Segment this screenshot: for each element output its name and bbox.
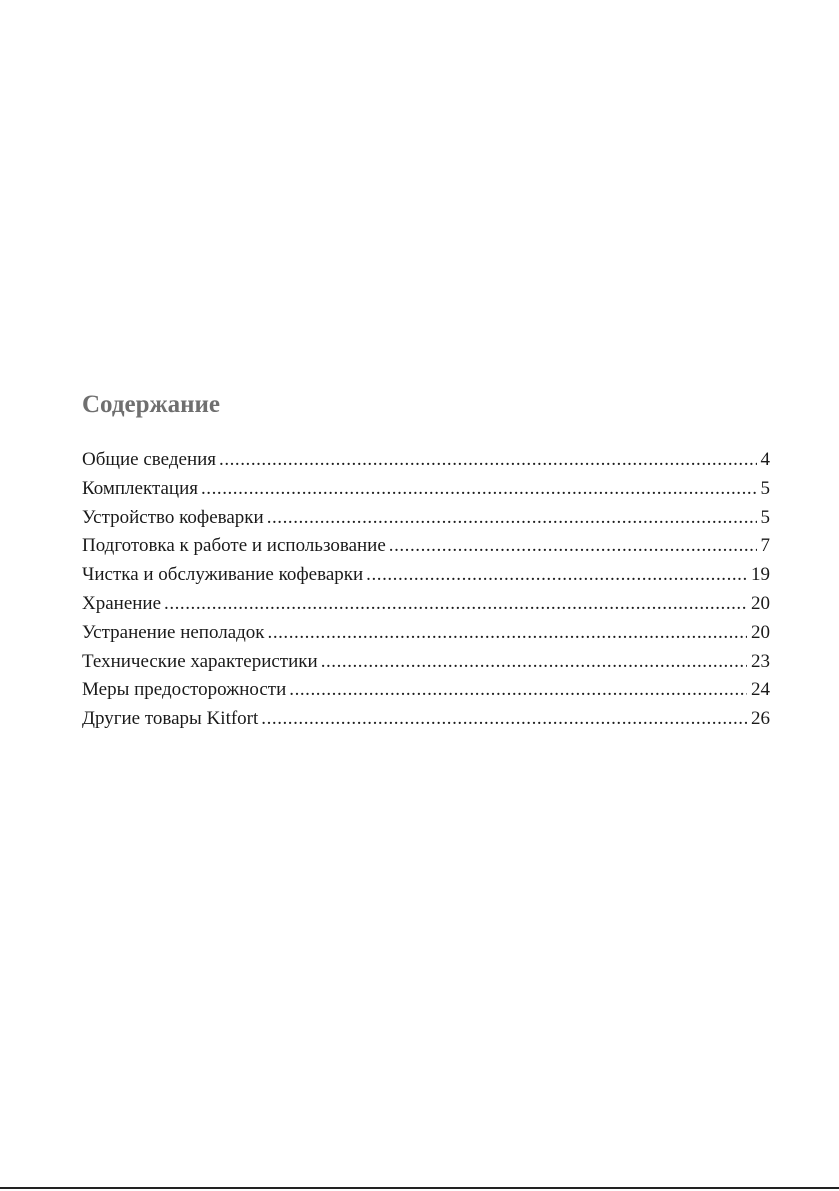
toc-entry-label: Комплектация	[82, 477, 198, 499]
toc-entry-label: Технические характеристики	[82, 650, 318, 672]
toc-title: Содержание	[82, 391, 221, 418]
toc-entry-label: Другие товары Kitfort	[82, 708, 259, 730]
toc-entry[interactable]	[82, 590, 770, 619]
toc-entry[interactable]	[82, 561, 770, 590]
toc-entry[interactable]	[82, 532, 770, 561]
toc-entry-page: 4	[760, 449, 770, 470]
dot-leader	[389, 532, 757, 561]
toc-entry-page: 19	[751, 564, 770, 586]
toc-entry-page: 23	[751, 650, 770, 672]
toc-entry-page: 20	[751, 621, 770, 643]
toc-entry[interactable]	[82, 705, 770, 734]
toc-entry[interactable]	[82, 475, 770, 504]
table-of-contents	[82, 388, 770, 734]
toc-entry-page: 7	[760, 535, 770, 557]
toc-entry-page: 26	[751, 708, 770, 730]
page-bottom-rule	[0, 1187, 839, 1189]
dot-leader	[268, 619, 747, 648]
toc-entry-page: 5	[760, 506, 770, 528]
toc-entry-label: Устройство кофеварки	[82, 506, 264, 528]
dot-leader	[219, 446, 756, 475]
toc-entry-page: 24	[751, 679, 770, 701]
toc-entry[interactable]	[82, 446, 770, 475]
toc-entry[interactable]	[82, 504, 770, 533]
toc-entry-label: Общие сведения	[82, 449, 217, 470]
dot-leader	[289, 676, 747, 705]
dot-leader	[261, 705, 747, 734]
toc-entry-label: Устранение неполадок	[82, 621, 265, 643]
toc-entry[interactable]	[82, 648, 770, 677]
toc-list	[82, 446, 770, 734]
toc-entry[interactable]	[82, 676, 770, 705]
toc-entry-label: Подготовка к работе и использование	[82, 535, 386, 557]
toc-entry-label: Меры предосторожности	[82, 679, 287, 701]
toc-entry-label: Чистка и обслуживание кофеварки	[82, 564, 364, 586]
toc-entry-page: 20	[751, 592, 770, 614]
toc-entry-page: 5	[760, 477, 770, 499]
dot-leader	[267, 504, 757, 533]
dot-leader	[321, 648, 747, 677]
toc-entry[interactable]	[82, 619, 770, 648]
dot-leader	[201, 475, 757, 504]
dot-leader	[366, 561, 747, 590]
dot-leader	[164, 590, 747, 619]
toc-entry-label: Хранение	[82, 592, 162, 614]
